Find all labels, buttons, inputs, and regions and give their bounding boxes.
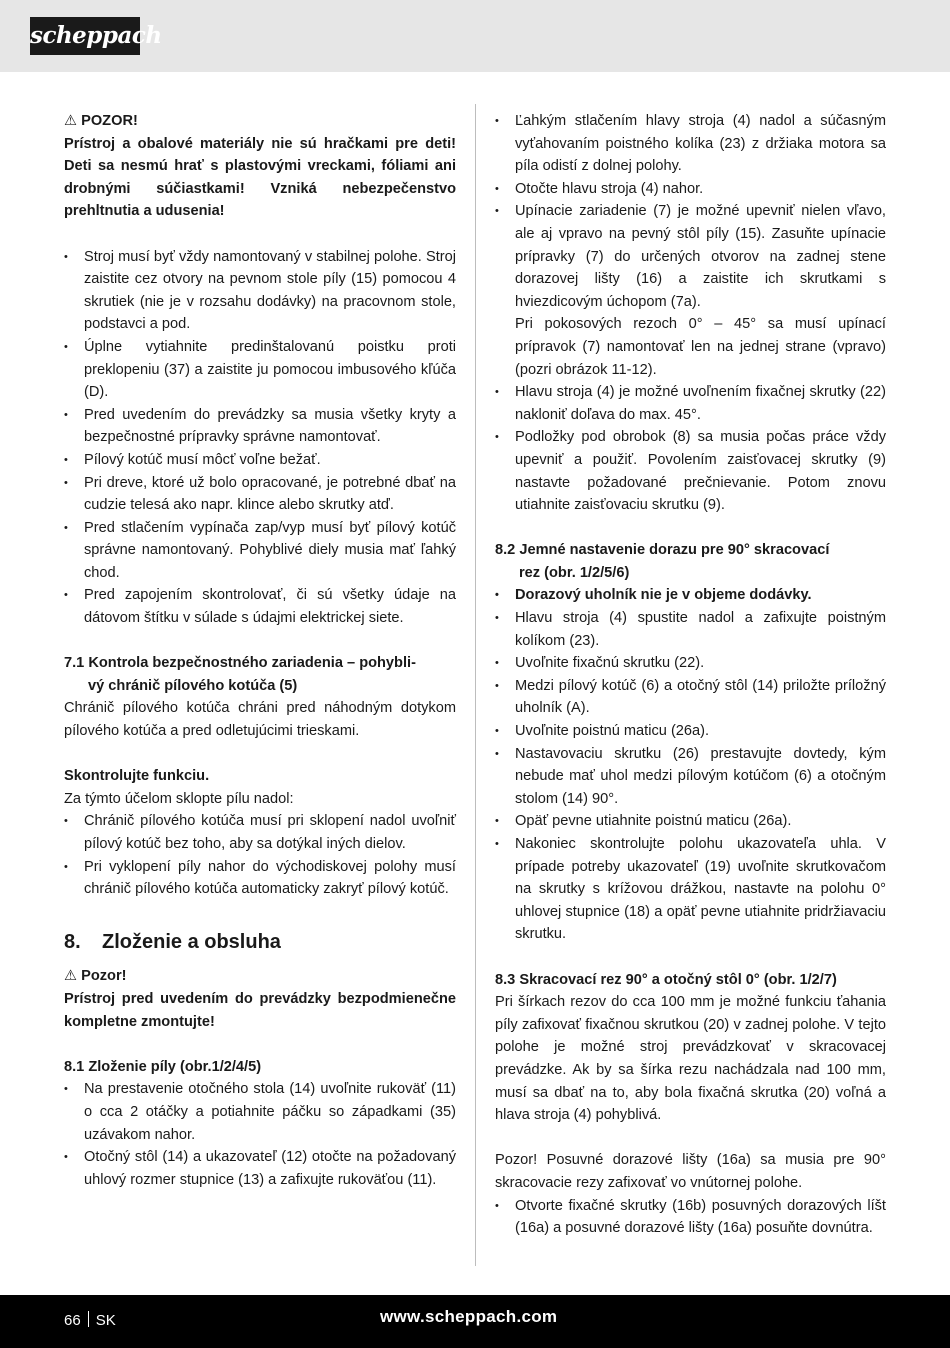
list-item: • Ľahkým stlačením hlavy stroja (4) nadol a súčasným vyťahovaním poistného kolíka (23) z držiaka motora sa píla odistí z dolnej polohy. — [495, 110, 886, 178]
warning-heading-1 — [64, 110, 456, 133]
check-function-heading: Skontrolujte funkciu. — [64, 768, 210, 785]
safety-list — [64, 246, 456, 630]
list-item: • Pílový kotúč musí môcť voľne bežať. — [64, 449, 456, 472]
page-number: 66 SK — [64, 1312, 116, 1329]
list-item: • Uvoľnite poistnú maticu (26a). — [495, 720, 886, 743]
list-item: • Hlavu stroja (4) je možné uvoľnením fixačnej skrutky (22) nakloniť doľava do max. 45°. — [495, 381, 886, 426]
section-8-3-text: Pri šírkach rezov do cca 100 mm je možné funkciu ťahania píly zafixovať fixačnou skrutkou (20) v zadnej polohe. V tejto polohe je možné stroj prevádzkovať v skracovacej prevádzke. Ak by sa šírka rezu nachádzala nad 100 mm, musí sa dbať na to, aby bola fixačná skrutka (20) voľná a hlava stroja (4) pohyblivá. — [495, 994, 886, 1124]
section-8-2-heading: 8.2 Jemné nastavenie dorazu pre 90° skracovací rez (obr. 1/2/5/6) — [495, 542, 830, 581]
section-8-3-heading: 8.3 Skracovací rez 90° a otočný stôl 0° (obr. 1/2/7) — [495, 971, 837, 988]
list-item: • Dorazový uholník nie je v objeme dodávky. — [495, 584, 886, 607]
list-item: • Podložky pod obrobok (8) sa musia počas práce vždy upevniť a použiť. Povolením zaisťovacej skrutky (9) nastavte požadované prečnievanie. Potom znovu utiahnite zaisťovaciu skrutku (9). — [495, 426, 886, 516]
warning-heading-2: ⚠ Pozor! — [64, 968, 127, 985]
list-item: • Upínacie zariadenie (7) je možné upevniť nielen vľavo, ale aj vpravo na pevný stôl píly (15). Zasuňte upínacie prípravky (7) do určených otvorov na zadnej stene dorazovej lišty (16) a zaistite ich skrutkami s hviezdicovým úchopom (7a). Pri pokosových rezoch 0° – 45° sa musí upínací prípravok (7) namontovať len na jednej strane (vpravo) (pozri obrázok 11-12). — [495, 200, 886, 381]
fence-list — [495, 1195, 886, 1240]
warning-triangle-icon: ⚠ — [64, 968, 78, 985]
list-item-continuation: Pri pokosových rezoch 0° – 45° sa musí upínací prípravok (7) namontovať len na jednej strane (vpravo) (pozri obrázok 11-12). — [515, 316, 886, 378]
list-item: • Nastavovaciu skrutku (26) prestavujte dovtedy, kým nebude mať uhol medzi pílovým kotúčom (6) a otočným stolom (14) 90°. — [495, 743, 886, 811]
assembly-list-continued — [495, 110, 886, 517]
warning-text-2: Prístroj pred uvedením do prevádzky bezpodmienečne kompletne zmontujte! — [64, 990, 456, 1030]
fine-adjust-list — [495, 584, 886, 946]
list-item: • Na prestavenie otočného stola (14) uvoľnite rukoväť (11) o cca 2 otáčky a potiahnite páčku so západkami (35) uzávakom nahor. — [64, 1078, 456, 1146]
assembly-list — [64, 1078, 456, 1191]
warning-triangle-icon: ⚠ — [64, 113, 78, 129]
list-item: • Otvorte fixačné skrutky (16b) posuvných dorazových líšt (16a) a posuvné dorazové lišty (16a) posuňte dovnútra. — [495, 1195, 886, 1240]
list-item: • Opäť pevne utiahnite poistnú maticu (26a). — [495, 810, 886, 833]
warning-text-1: Prístroj a obalové materiály nie sú hračkami pre deti! Deti sa nesmú hrať s plastovými vreckami, fóliami ani drobnými súčiastkami! Vzniká nebezpečenstvo prehltnutia a udusenia! — [64, 135, 456, 220]
page-header — [0, 0, 950, 72]
list-item: • Hlavu stroja (4) spustite nadol a zafixujte poistným kolíkom (23). — [495, 607, 886, 652]
list-item: • Otočný stôl (14) a ukazovateľ (12) otočte na požadovaný uhlový rozmer stupnice (13) a zafixujte rukoväťou (11). — [64, 1146, 456, 1191]
list-item: • Uvoľnite fixačnú skrutku (22). — [495, 652, 886, 675]
list-item: • Chránič pílového kotúča musí pri sklopení nadol uvoľniť pílový kotúč bez toho, aby sa dotýkal iných dielov. — [64, 810, 456, 855]
section-8-3-note: Pozor! Posuvné dorazové lišty (16a) sa musia pre 90° skracovacie rezy zafixovať vo vnútornej polohe. — [495, 1152, 886, 1191]
list-item: • Stroj musí byť vždy namontovaný v stabilnej polohe. Stroj zaistite cez otvory na pevnom stole píly (15) pomocou 4 skrutiek (nie je v rozsahu dodávky) na pracovnom stole, podstavci a pod. — [64, 246, 456, 336]
language-code: SK — [95, 1312, 116, 1329]
list-item: • Pri vyklopení píly nahor do východiskovej polohy musí chránič pílového kotúča automaticky zakryť pílový kotúč. — [64, 856, 456, 901]
warning-title: POZOR! — [81, 113, 138, 129]
website-url[interactable]: www.scheppach.com — [380, 1307, 558, 1326]
list-item: • Otočte hlavu stroja (4) nahor. — [495, 178, 886, 201]
list-item: • Nakoniec skontrolujte polohu ukazovateľa uhla. V prípade potreby ukazovateľ (19) uvoľnite skrutkovačom na skrutky s krížovou drážkou, nastavte na polohu 0° uhlovej stupnice (18) a opäť pevne utiahnite pridržiavaciu skrutku. — [495, 833, 886, 946]
list-item: • Pred uvedením do prevádzky sa musia všetky kryty a bezpečnostné prípravky správne namontovať. — [64, 404, 456, 449]
list-item: • Úplne vytiahnite predinštalovanú poistku proti preklopeniu (37) a zaistite ju pomocou imbusového kľúča (D). — [64, 336, 456, 404]
section-7-1-heading: 7.1 Kontrola bezpečnostného zariadenia – pohybli- vý chránič pílového kotúča (5) — [64, 655, 416, 694]
scheppach-logo: scheppach — [30, 17, 140, 55]
chapter-8-heading: 8. Zloženie a obsluha — [64, 931, 281, 954]
list-item: • Pred zapojením skontrolovať, či sú všetky údaje na dátovom štítku v súlade s údajmi elektrickej siete. — [64, 584, 456, 629]
left-column — [64, 110, 456, 1191]
check-list — [64, 810, 456, 900]
right-column — [495, 110, 886, 1240]
section-7-1-text: Chránič pílového kotúča chráni pred náhodným dotykom pílového kotúča a pred odletujúcimi trieskami. — [64, 700, 456, 740]
separator — [88, 1311, 89, 1327]
column-divider — [475, 104, 476, 1266]
list-item: • Pri dreve, ktoré už bolo opracované, je potrebné dbať na cudzie telesá ako napr. klince alebo skrutky atď. — [64, 472, 456, 517]
page-footer — [0, 1295, 950, 1348]
list-item: • Pred stlačením vypínača zap/vyp musí byť pílový kotúč správne namontovaný. Pohyblivé diely musia mať ľahký chod. — [64, 517, 456, 585]
section-8-1-heading: 8.1 Zloženie píly (obr.1/2/4/5) — [64, 1058, 262, 1075]
check-function-intro: Za týmto účelom sklopte pílu nadol: — [64, 790, 294, 807]
list-item: • Medzi pílový kotúč (6) a otočný stôl (14) priložte príložný uholník (A). — [495, 675, 886, 720]
